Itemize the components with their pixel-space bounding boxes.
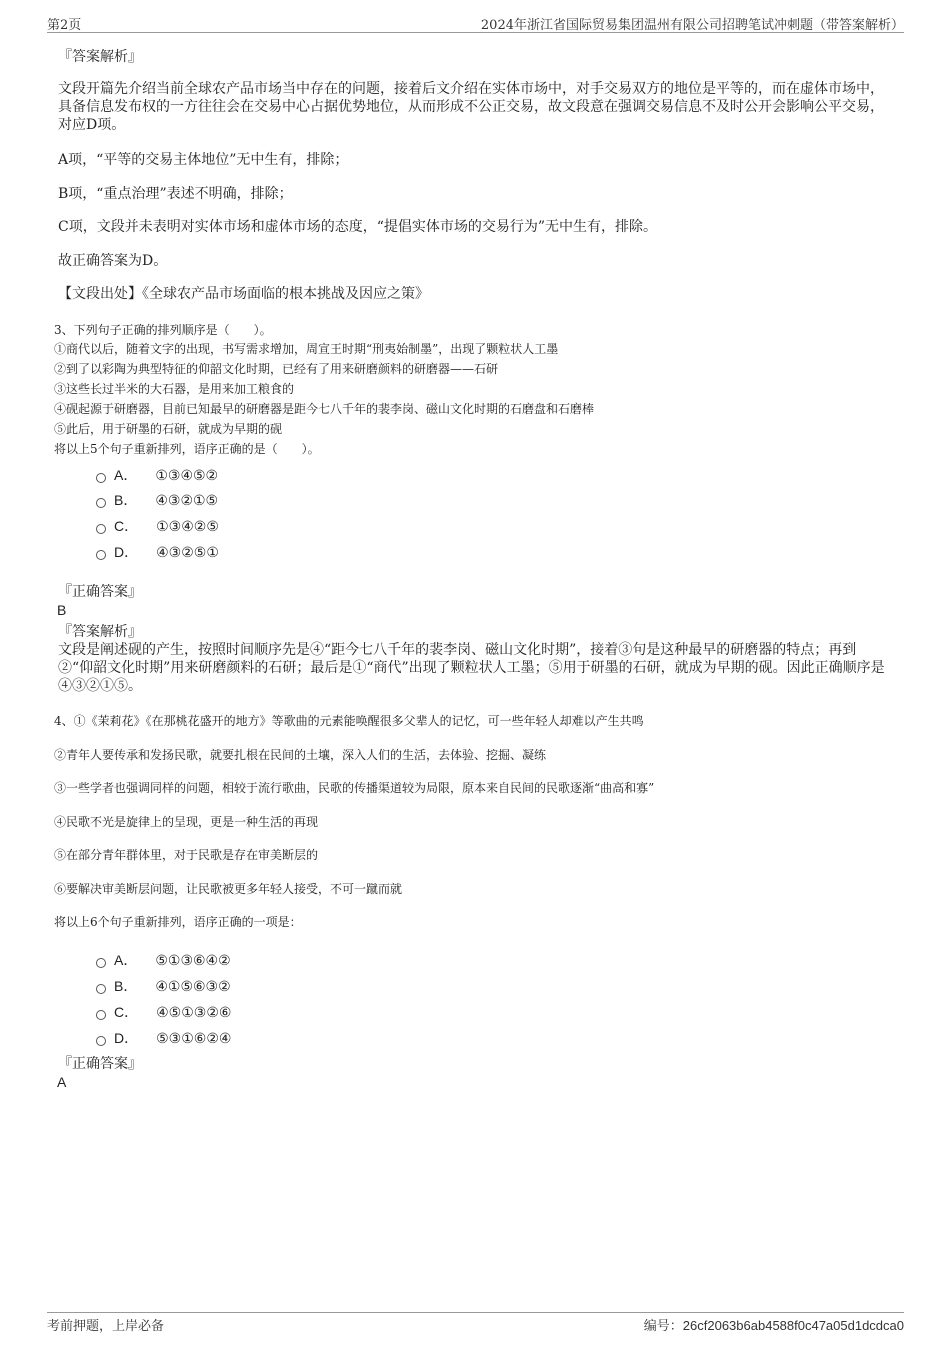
option-a-note: A项，“平等的交易主体地位”无中生有，排除； [58, 152, 349, 168]
q4-answer: A [57, 1074, 67, 1090]
page-header [47, 14, 904, 33]
radio-icon[interactable] [96, 473, 106, 483]
radio-icon[interactable] [96, 498, 106, 508]
footer-slogan: 考前押题，上岸必备 [47, 1319, 165, 1334]
radio-icon[interactable] [96, 1010, 106, 1020]
analysis-body: 文段开篇先介绍当前全球农产品市场当中存在的问题，接着后文介绍在实体市场中，对手交易双方的地位是平等的，而在虚体市场中，具备信息发布权的一方往往会在交易中心占据优势地位，从而形成不公正交易，故文段意在强调交易信息不及时公开会影响公平交易，对应D项。 [58, 81, 884, 133]
footer-code [644, 1315, 904, 1334]
footer-code-label: 编号： [643, 1319, 683, 1334]
q3-sentence-4: ④砚起源于研磨器，目前已知最早的研磨器是距今七八千年的裴李岗、磁山文化时期的石磨盘和石磨棒 [54, 402, 595, 416]
q4-option-d[interactable]: D． ⑤③①⑥②④ [96, 1028, 231, 1046]
conclusion: 故正确答案为D。 [58, 253, 168, 269]
q3-stem: 3、下列句子正确的排列顺序是（ ）。 [54, 323, 272, 337]
q3-analysis-body: 文段是阐述砚的产生，按照时间顺序先是④“距今七八千年的裴李岗、磁山文化时期”，接着③句是这种最早的研磨器的特点；再到②“仰韶文化时期”用来研磨颜料的石研；最后是①“商代”出现了颗粒状人工墨；⑤用于研墨的石研，就成为早期的砚。因此正确顺序是④③②①⑤。 [58, 642, 885, 694]
q4-sentence-3: ③一些学者也强调同样的问题，相较于流行歌曲，民歌的传播渠道较为局限，原本来自民间的民歌逐渐“曲高和寡” [54, 781, 655, 795]
q4-sentence-1: 4、①《茉莉花》《在那桃花盛开的地方》等歌曲的元素能唤醒很多父辈人的记忆，可一些年轻人却难以产生共鸣 [54, 714, 644, 728]
option-c-note: C项，文段并未表明对实体市场和虚体市场的态度，“提倡实体市场的交易行为”无中生有，排除。 [58, 219, 658, 235]
q3-option-a[interactable]: A． ①③④⑤② [96, 465, 218, 483]
page-number: 第2页 [47, 18, 82, 33]
q4-answer-heading: 『正确答案』 [58, 1056, 142, 1072]
q3-instruction: 将以上5个句子重新排列，语序正确的是（ ）。 [54, 442, 320, 456]
document-title: 2024年浙江省国际贸易集团温州有限公司招聘笔试冲刺题（带答案解析） [480, 18, 904, 33]
radio-icon[interactable] [96, 984, 106, 994]
q3-sentence-3: ③这些长过半米的大石器，是用来加工粮食的 [54, 382, 295, 396]
radio-icon[interactable] [96, 524, 106, 534]
q4-option-b[interactable]: B． ④①⑤⑥③② [96, 976, 231, 994]
radio-icon[interactable] [96, 550, 106, 560]
analysis-heading: 『答案解析』 [58, 49, 142, 65]
q3-sentence-1: ①商代以后，随着文字的出现，书写需求增加，周宣王时期“刑夷始制墨”，出现了颗粒状人工墨 [54, 342, 559, 356]
q4-sentence-4: ④民歌不光是旋律上的呈现，更是一种生活的再现 [54, 815, 319, 829]
q3-answer: B [57, 602, 67, 618]
q3-answer-heading: 『正确答案』 [58, 584, 142, 600]
q4-sentence-5: ⑤在部分青年群体里，对于民歌是存在审美断层的 [54, 848, 319, 862]
q3-analysis-heading: 『答案解析』 [58, 624, 142, 640]
q3-option-b[interactable]: B． ④③②①⑤ [96, 490, 218, 508]
option-b-note: B项，“重点治理”表述不明确，排除； [58, 186, 293, 202]
page-footer [47, 1312, 904, 1335]
footer-code-value: 26cf2063b6ab4588f0c47a05d1dcdca0 [682, 1318, 904, 1333]
text-source: 【文段出处】《全球农产品市场面临的根本挑战及因应之策》 [58, 286, 429, 302]
radio-icon[interactable] [96, 1036, 106, 1046]
q3-sentence-2: ②到了以彩陶为典型特征的仰韶文化时期，已经有了用来研磨颜料的研磨器——石研 [54, 362, 499, 376]
q4-instruction: 将以上6个句子重新排列，语序正确的一项是： [54, 915, 302, 929]
q4-sentence-6: ⑥要解决审美断层问题，让民歌被更多年轻人接受，不可一蹴而就 [54, 882, 403, 896]
q3-sentence-5: ⑤此后，用于研墨的石研，就成为早期的砚 [54, 422, 283, 436]
radio-icon[interactable] [96, 958, 106, 968]
q4-option-c[interactable]: C． ④⑤①③②⑥ [96, 1002, 231, 1020]
q3-option-d[interactable]: D． ④③②⑤① [96, 542, 219, 560]
q4-sentence-2: ②青年人要传承和发扬民歌，就要扎根在民间的土壤，深入人们的生活，去体验、挖掘、凝练 [54, 748, 547, 762]
q4-option-a[interactable]: A． ⑤①③⑥④② [96, 950, 231, 968]
q3-option-c[interactable]: C． ①③④②⑤ [96, 516, 219, 534]
